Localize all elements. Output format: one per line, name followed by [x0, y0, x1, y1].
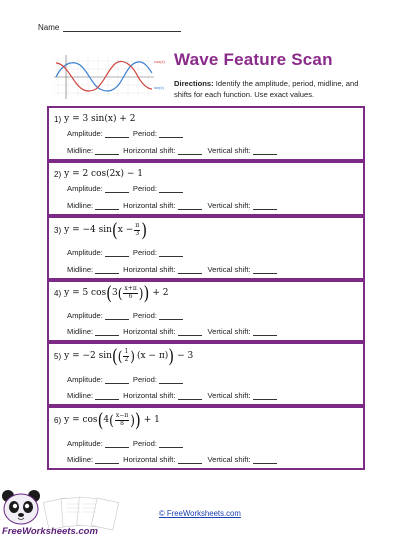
name-blank[interactable] — [63, 23, 181, 32]
sin-legend: sin(x) — [154, 85, 164, 90]
vertical-shift-blank[interactable] — [253, 147, 277, 155]
directions-text: Identify the amplitude, period, midline, and shifts for each function. Use exact values. — [174, 79, 359, 100]
midline-blank[interactable] — [95, 392, 119, 400]
amplitude-blank[interactable] — [105, 185, 129, 193]
horizontal-shift-blank[interactable] — [178, 392, 202, 400]
problem-5: 5) y = −2 sin ( ( $\frac{1}{2}$ ) (x − π) ) − 3 Amplitude: Period: Midline: Horizontal shift: Vertical shift: — [47, 342, 365, 406]
period-blank[interactable] — [159, 440, 183, 448]
horizontal-shift-blank[interactable] — [178, 266, 202, 274]
problem-3-equation: 3) y = −4 sin ( x − $\frac{\pi}{3}$ ) — [54, 218, 148, 242]
amplitude-blank[interactable] — [105, 130, 129, 138]
logo-wordmark: FreeWorksheets.com — [2, 526, 98, 537]
period-blank[interactable] — [159, 249, 183, 257]
problem-2: 2) y = 2 cos(2x) − 1 Amplitude: Period: Midline: Horizontal shift: Vertical shift: — [47, 161, 365, 216]
horizontal-shift-blank[interactable] — [178, 456, 202, 464]
midline-blank[interactable] — [95, 202, 119, 210]
panda-mascot-icon — [2, 490, 40, 524]
amplitude-blank[interactable] — [105, 440, 129, 448]
problem-1: 1) y = 3 sin(x) + 2 Amplitude: Period: Midline: Horizontal shift: Vertical shift: — [47, 106, 365, 161]
problem-6-equation: 6) y = cos ( 4 ( $\frac{x-\pi}{8}$ ) ) + 1 — [54, 408, 160, 432]
name-field-row — [38, 23, 181, 32]
midline-blank[interactable] — [95, 456, 119, 464]
midline-blank[interactable] — [95, 328, 119, 336]
cos-curve — [56, 61, 152, 91]
freeworksheets-link[interactable]: © FreeWorksheets.com — [159, 509, 241, 518]
vertical-shift-blank[interactable] — [253, 266, 277, 274]
problem-4: 4) y = 5 cos ( 3 ( $\frac{x+\pi}{6}$ ) ) + 2 Amplitude: Period: Midline: Horizontal shift: Vertical shift: — [47, 280, 365, 342]
amplitude-blank[interactable] — [105, 312, 129, 320]
worksheet-title: Wave Feature Scan — [174, 50, 333, 69]
horizontal-shift-blank[interactable] — [178, 202, 202, 210]
problem-4-equation: 4) y = 5 cos ( 3 ( $\frac{x+\pi}{6}$ ) ) + 2 — [54, 281, 169, 305]
vertical-shift-blank[interactable] — [253, 202, 277, 210]
problem-6: 6) y = cos ( 4 ( $\frac{x-\pi}{8}$ ) ) + 1 Amplitude: Period: Midline: Horizontal shift: Vertical shift: — [47, 406, 365, 470]
vertical-shift-blank[interactable] — [253, 392, 277, 400]
directions-label: Directions: — [174, 79, 214, 88]
name-label: Name — [38, 23, 60, 32]
period-blank[interactable] — [159, 130, 183, 138]
problem-5-equation: 5) y = −2 sin ( ( $\frac{1}{2}$ ) (x − π) ) − 3 — [54, 344, 194, 368]
trig-wave-graph — [50, 51, 168, 101]
cos-legend: cos(x) — [154, 59, 165, 64]
problem-3: 3) y = −4 sin ( x − $\frac{\pi}{3}$ ) Amplitude: Period: Midline: Horizontal shift: Vertical shift: — [47, 216, 365, 280]
amplitude-blank[interactable] — [105, 249, 129, 257]
amplitude-blank[interactable] — [105, 376, 129, 384]
problem-1-equation: 1) y = 3 sin(x) + 2 — [54, 114, 136, 124]
period-blank[interactable] — [159, 312, 183, 320]
freeworksheets-logo — [0, 488, 150, 539]
horizontal-shift-blank[interactable] — [178, 147, 202, 155]
directions — [174, 78, 374, 100]
problem-2-equation: 2) y = 2 cos(2x) − 1 — [54, 169, 143, 179]
period-blank[interactable] — [159, 185, 183, 193]
horizontal-shift-blank[interactable] — [178, 328, 202, 336]
midline-blank[interactable] — [95, 266, 119, 274]
midline-blank[interactable] — [95, 147, 119, 155]
vertical-shift-blank[interactable] — [253, 456, 277, 464]
vertical-shift-blank[interactable] — [253, 328, 277, 336]
period-blank[interactable] — [159, 376, 183, 384]
